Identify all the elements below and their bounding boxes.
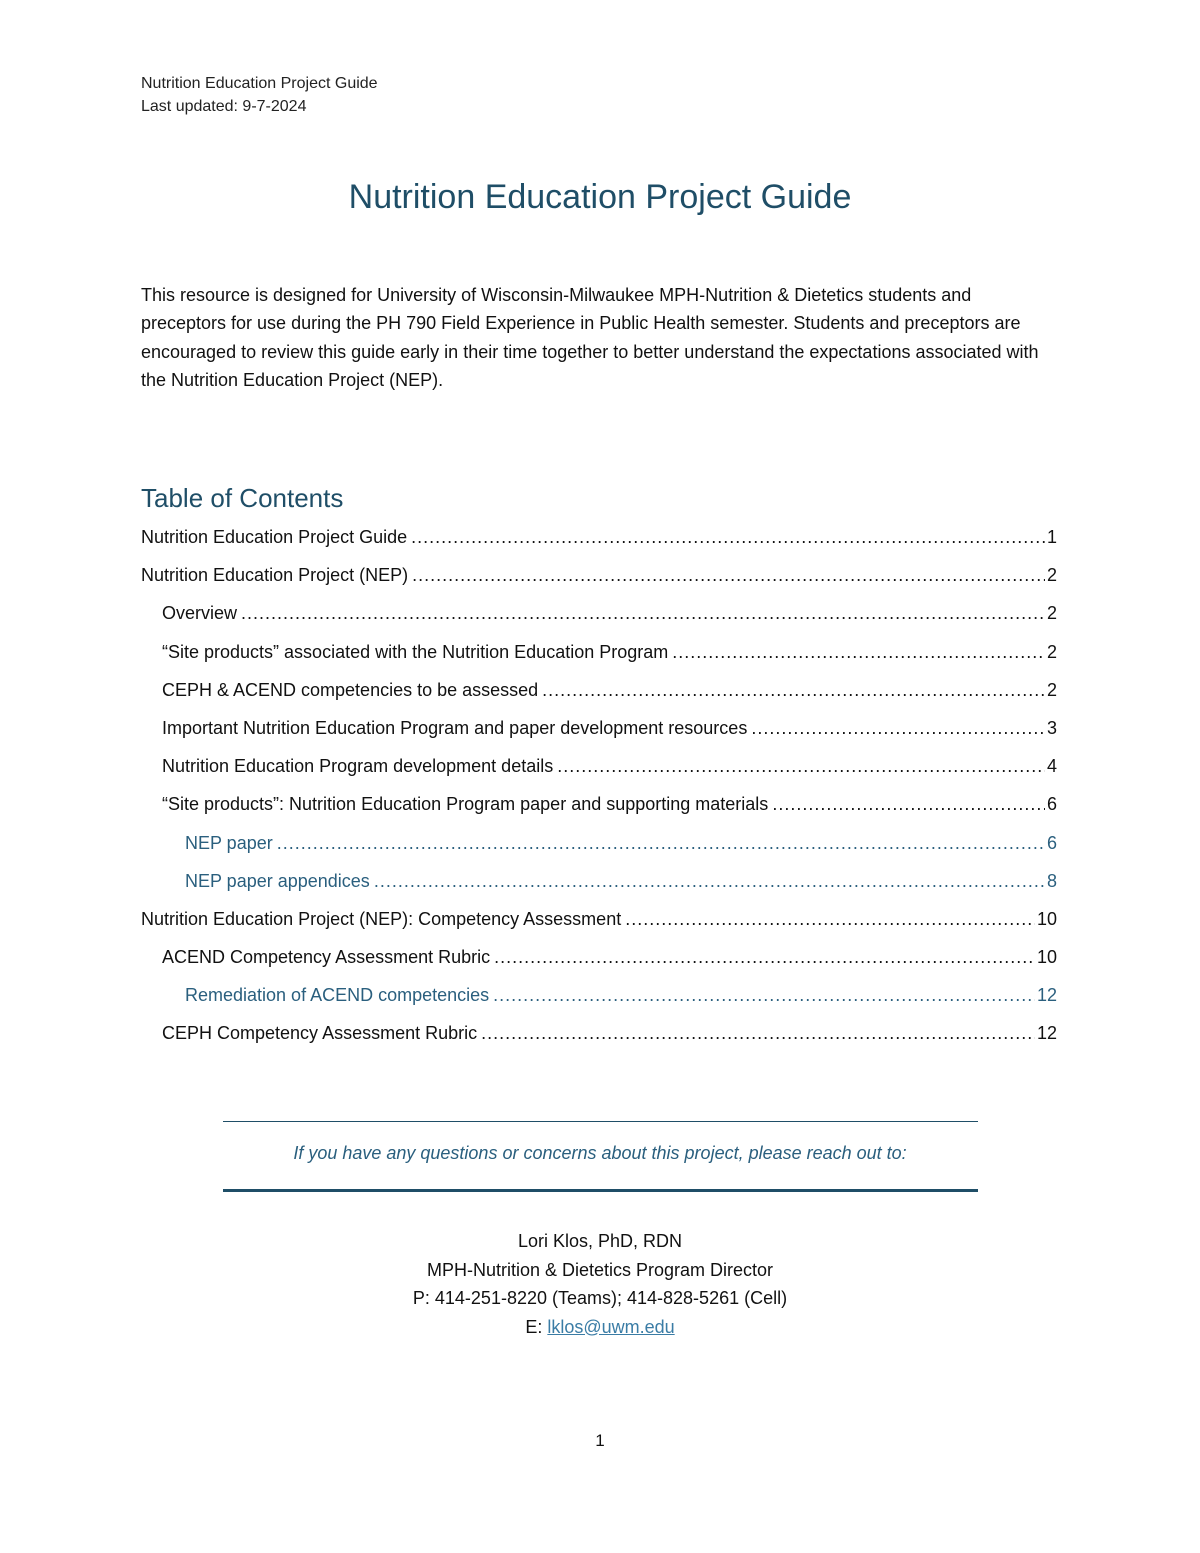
toc-leader-dots [494,943,1035,971]
intro-paragraph: This resource is designed for University of Wisconsin-Milwaukee MPH-Nutrition & Dietetics students and preceptors for use during the PH 790 Field Experience in Public Health semester. Students and preceptors are encouraged to review this guide early in their time together to better understand the expectations associated with the Nutrition Education Project (NEP). [141,285,1039,390]
toc-entry-label: “Site products” associated with the Nutrition Education Program [162,641,669,662]
toc-entry[interactable] [141,752,1057,790]
toc-entry-label: CEPH Competency Assessment Rubric [162,1023,478,1044]
toc-leader-dots [277,829,1045,857]
toc-entry-label: Remediation of ACEND competencies [185,985,490,1006]
toc-entry-label: Nutrition Education Project Guide [141,527,408,547]
toc-entry[interactable] [141,905,1057,943]
running-header [141,72,378,118]
toc-entry[interactable] [141,638,1057,676]
toc-leader-dots [411,523,1045,551]
toc-entry-page: 6 [1046,832,1057,853]
toc-leader-dots [374,867,1045,895]
toc-entry-page: 2 [1046,565,1057,586]
toc-entry-label: CEPH & ACEND competencies to be assessed [162,679,539,700]
toc-leader-dots [542,676,1045,704]
page-number: 1 [595,1431,605,1450]
contact-email-link[interactable]: lklos@uwm.edu [547,1316,675,1337]
toc-entry-label: Overview [162,603,238,624]
toc-entry-page: 2 [1046,603,1057,624]
toc-entry-page: 2 [1046,679,1057,700]
contact-divider-bottom [223,1189,978,1192]
toc-entry-page: 10 [1036,908,1057,929]
toc-entry-page: 10 [1036,947,1057,968]
contact-role: MPH-Nutrition & Dietetics Program Director [426,1259,774,1280]
document-title: Nutrition Education Project Guide [348,178,852,216]
toc-entry-label: Nutrition Education Program development details [162,756,554,777]
contact-email-prefix: E: [525,1316,548,1337]
toc-entry-label: Nutrition Education Project (NEP): Competency Assessment [141,908,622,929]
toc-entry[interactable] [141,829,1057,867]
running-header-title: Nutrition Education Project Guide [141,75,378,92]
toc-leader-dots [412,561,1045,589]
toc-entry-label: NEP paper [185,832,273,853]
toc-leader-dots [241,599,1045,627]
contact-email-line [0,1313,1200,1342]
toc-entry-label: NEP paper appendices [185,870,370,891]
toc-entry[interactable] [141,867,1057,905]
contact-name: Lori Klos, PhD, RDN [517,1231,683,1251]
toc-entry[interactable] [141,676,1057,714]
toc-entry-page: 12 [1036,985,1057,1006]
toc-leader-dots [751,714,1045,742]
toc-entry-page: 2 [1046,641,1057,662]
toc-leader-dots [672,638,1045,666]
toc-entry[interactable] [141,1019,1057,1057]
toc-entry-label: Nutrition Education Project (NEP) [141,565,409,586]
toc-entry[interactable] [141,981,1057,1019]
toc-leader-dots [557,752,1045,780]
toc-entry[interactable] [141,523,1057,561]
toc-entry-page: 3 [1046,717,1057,738]
toc-heading: Table of Contents [141,483,344,513]
toc-entry-label: “Site products”: Nutrition Education Program paper and supporting materials [162,794,769,815]
toc-entry[interactable] [141,561,1057,599]
toc-entry[interactable] [141,943,1057,981]
toc-entry[interactable] [141,790,1057,828]
toc-leader-dots [493,981,1035,1009]
toc-leader-dots [772,790,1045,818]
toc-entry-label: ACEND Competency Assessment Rubric [162,947,491,968]
toc-entry-label: Important Nutrition Education Program and paper development resources [162,717,748,738]
contact-block [0,1227,1200,1341]
toc-entry[interactable] [141,599,1057,637]
toc-entry-page: 8 [1046,870,1057,891]
toc-entry-page: 4 [1046,756,1057,777]
toc-entry-page: 6 [1046,794,1057,815]
contact-prompt: If you have any questions or concerns about this project, please reach out to: [293,1143,907,1163]
toc-entry-page: 12 [1036,1023,1057,1044]
last-updated: Last updated: 9-7-2024 [141,98,307,115]
toc-entry-page: 1 [1046,527,1057,547]
contact-phone: P: 414-251-8220 (Teams); 414-828-5261 (Cell) [412,1288,788,1308]
toc-leader-dots [481,1019,1035,1047]
toc-entry[interactable] [141,714,1057,752]
toc-leader-dots [625,905,1035,933]
contact-divider-top [223,1121,978,1122]
table-of-contents [141,523,1057,1058]
